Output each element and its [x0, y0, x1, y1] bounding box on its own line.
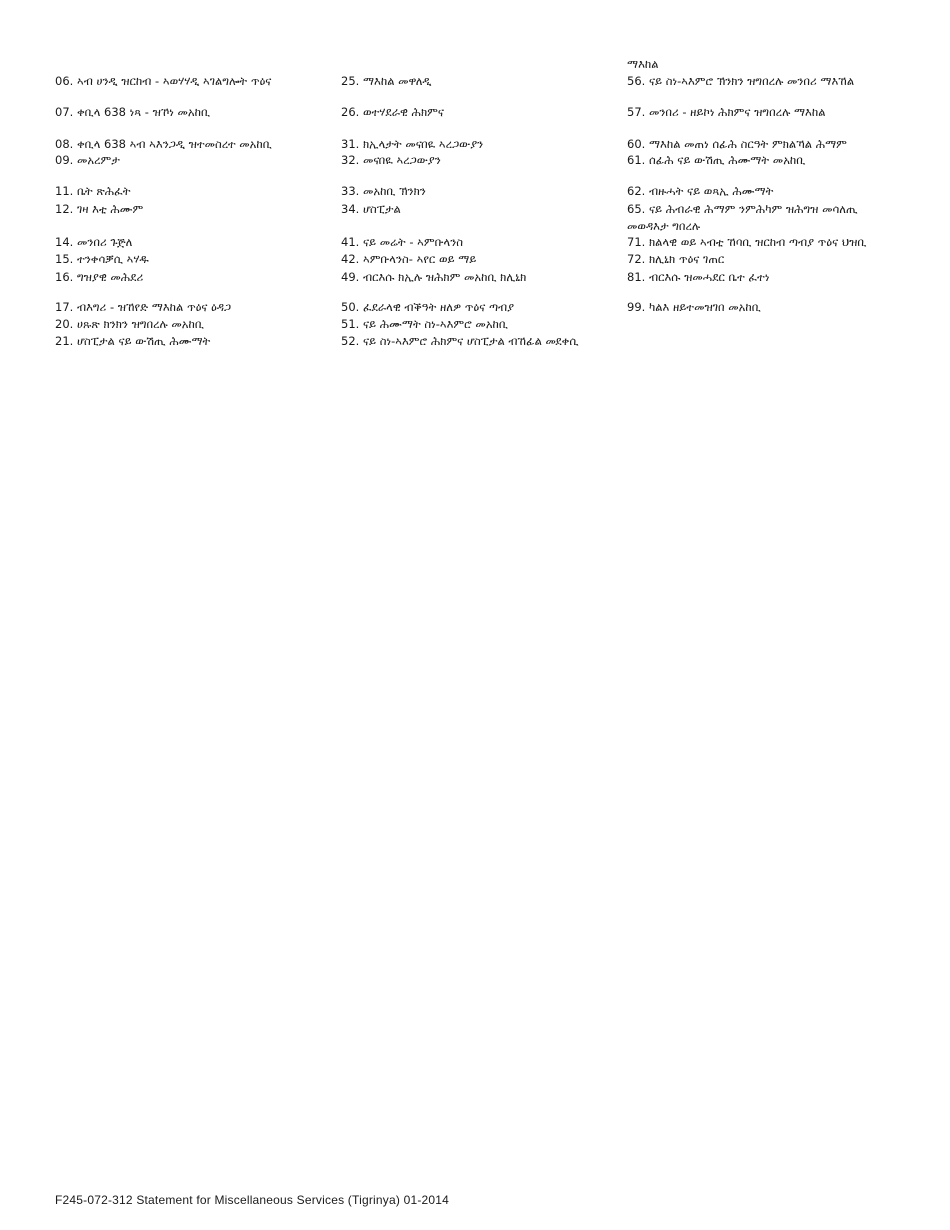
list-item: 60. ማእከል መጠነ ሰፊሕ ስርዓት ምክልኻል ሕማም [627, 137, 847, 151]
list-item: 41. ናይ መሬት - ኣምቡላንስ [341, 235, 463, 249]
list-item: 50. ፈደራላዊ ብቕዓት ዘለዎ ጥዕና ጣብያ [341, 300, 515, 314]
list-item: 20. ሀጹጽ ክንክን ዝግበረሉ መአከቢ [55, 317, 204, 331]
list-item: 25. ማእከል መዋለዲ [341, 74, 432, 88]
list-item: 34. ሆስፒታል [341, 202, 401, 216]
list-item: 32. መናበዪ ኣረጋውያን [341, 153, 441, 167]
list-item: 16. ግዝያዊ መሕደሪ [55, 270, 144, 284]
list-item: 26. ወተሃደራዊ ሕክምና [341, 105, 445, 119]
list-item: 65. ናይ ሕብራዊ ሕማም ንምሕካም ዝሕግዝ መሳለጢ መወዳእታ ግበረሉ [627, 202, 858, 233]
list-item: 99. ካልእ ዘይተመዝገበ መአከቢ [627, 300, 761, 314]
list-item: 42. ኣምቡላንስ- ኣየር ወይ ማይ [341, 252, 477, 266]
list-item: 61. ሰፊሕ ናይ ውሽጢ ሕሙማት መአከቢ [627, 153, 806, 167]
list-item: 81. ብርእሱ ዝመሓደር ቤተ ፈተነ [627, 270, 770, 284]
list-item: 09. መአረምታ [55, 153, 120, 167]
list-item: 52. ናይ ስነ-ኣእምሮ ሕክምና ሆስፒታል ብኸፊል መደቀሲ [341, 334, 579, 348]
list-item: 49. ብርእሱ ክኢሉ ዝሕክም መአከቢ ክሊኒክ [341, 270, 527, 284]
list-item: 31. ክኢላታት መናበዪ ኣረጋውያን [341, 137, 484, 151]
list-item: 12. ገዛ እቲ ሕሙም [55, 202, 144, 216]
list-item: 15. ተንቀሳቓሲ ኣሃዱ [55, 252, 149, 266]
list-item: 14. መንበሪ ጉጅለ [55, 235, 133, 249]
list-item: 06. ኣብ ሀንዲ ዝርከብ - ኣወሃሃዲ ኣገልግሎት ጥዕና [55, 74, 272, 88]
list-item: 11. ቤት ጽሕፈት [55, 184, 131, 198]
list-item: 71. ክልላዊ ወይ ኣብቲ ኸባቢ ዝርከብ ጣብያ ጥዕና ህዝቢ [627, 235, 867, 249]
list-item: 21. ሆስፒታል ናይ ውሽጢ ሕሙማት [55, 334, 211, 348]
form-footer: F245-072-312 Statement for Miscellaneous Services (Tigrinya) 01-2014 [55, 1193, 450, 1207]
list-item: 33. መአከቢ ኽንክን [341, 184, 426, 198]
list-item: 07. ቀቢላ 638 ነጻ - ዝኾነ መአከቢ [55, 105, 211, 119]
list-item: 62. ብዙሓት ናይ ወጻኢ ሕሙማት [627, 184, 774, 198]
list-item: 72. ክሊኒክ ጥዕና ገጠር [627, 252, 725, 266]
list-item: 56. ናይ ስነ-ኣእምሮ ኽንክን ዝግበረሉ መንበሪ ማእኸል [627, 74, 855, 88]
list-item: ማእከል [627, 57, 659, 71]
list-item: 51. ናይ ሕሙማት ስነ-ኣእምሮ መአከቢ [341, 317, 508, 331]
list-item: 57. መንበሪ - ዘይኮነ ሕክምና ዝግበረሉ ማእከል [627, 105, 826, 119]
list-item: 08. ቀቢላ 638 ኣብ ኣእንጋዲ ዝተመስረተ መአከቢ [55, 137, 272, 151]
list-item: 17. ብእግሪ - ዝኸየድ ማእከል ጥዕና ዕዳጋ [55, 300, 232, 314]
